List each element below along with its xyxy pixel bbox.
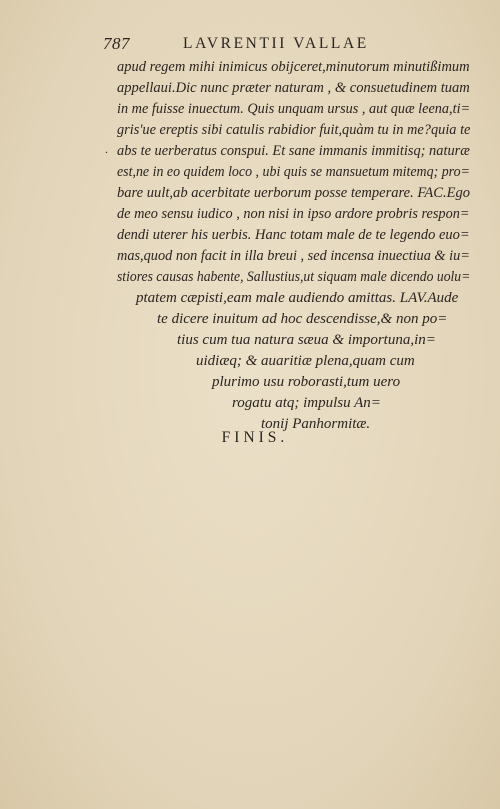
text-line: dendi uterer his uerbis. Hanc totam male de te legendo euo=: [117, 227, 470, 243]
text-line: tonij Panhormitæ.: [261, 416, 371, 432]
text-line: te dicere inuitum ad hoc descendisse,& non po=: [157, 311, 448, 327]
text-line: appellaui.Dic nunc præter naturam , & consuetudinem tuam: [117, 80, 470, 96]
running-head: LAVRENTII VALLAE: [183, 35, 369, 52]
text-line: rogatu atq; impulsu An=: [232, 395, 381, 411]
margin-mark: .: [105, 142, 108, 156]
text-line: tius cum tua natura sæua & importuna,in=: [177, 332, 436, 348]
text-line: bare uult,ab acerbitate uerborum posse temperare. FAC.Ego: [117, 185, 471, 201]
text-line: stiores causas habente, Sallustius,ut siquam male dicendo uolu=: [117, 269, 471, 285]
page-number: 787: [103, 34, 130, 53]
text-line: plurimo usu roborasti,tum uero: [212, 374, 401, 390]
text-line: uidiæq; & auaritiæ plena,quam cum: [196, 353, 415, 369]
text-line: ptatem cæpisti,eam male audiendo amittas. LAV.Aude: [136, 290, 459, 306]
text-line: de meo sensu iudico , non nisi in ipso ardore probris respon=: [117, 206, 470, 222]
text-line: gris'ue ereptis sibi catulis rabidior fuit,quàm tu in me?quia te: [117, 122, 471, 138]
text-line: est,ne in eo quidem loco , ubi quis se mansuetum mitemq; pro=: [117, 164, 470, 180]
text-line: apud regem mihi inimicus obijceret,minutorum minutißimum: [117, 59, 470, 75]
text-line: in me fuisse inuectum. Quis unquam ursus , aut quæ leena,ti=: [117, 101, 471, 117]
page-header: [103, 34, 473, 56]
finis-heading: FINIS.: [221, 429, 289, 446]
text-line: mas,quod non facit in illa breui , sed incensa inuectiua & iu=: [117, 248, 470, 264]
text-line: abs te uerberatus conspui. Et sane immanis immitisq; naturæ: [117, 143, 470, 159]
